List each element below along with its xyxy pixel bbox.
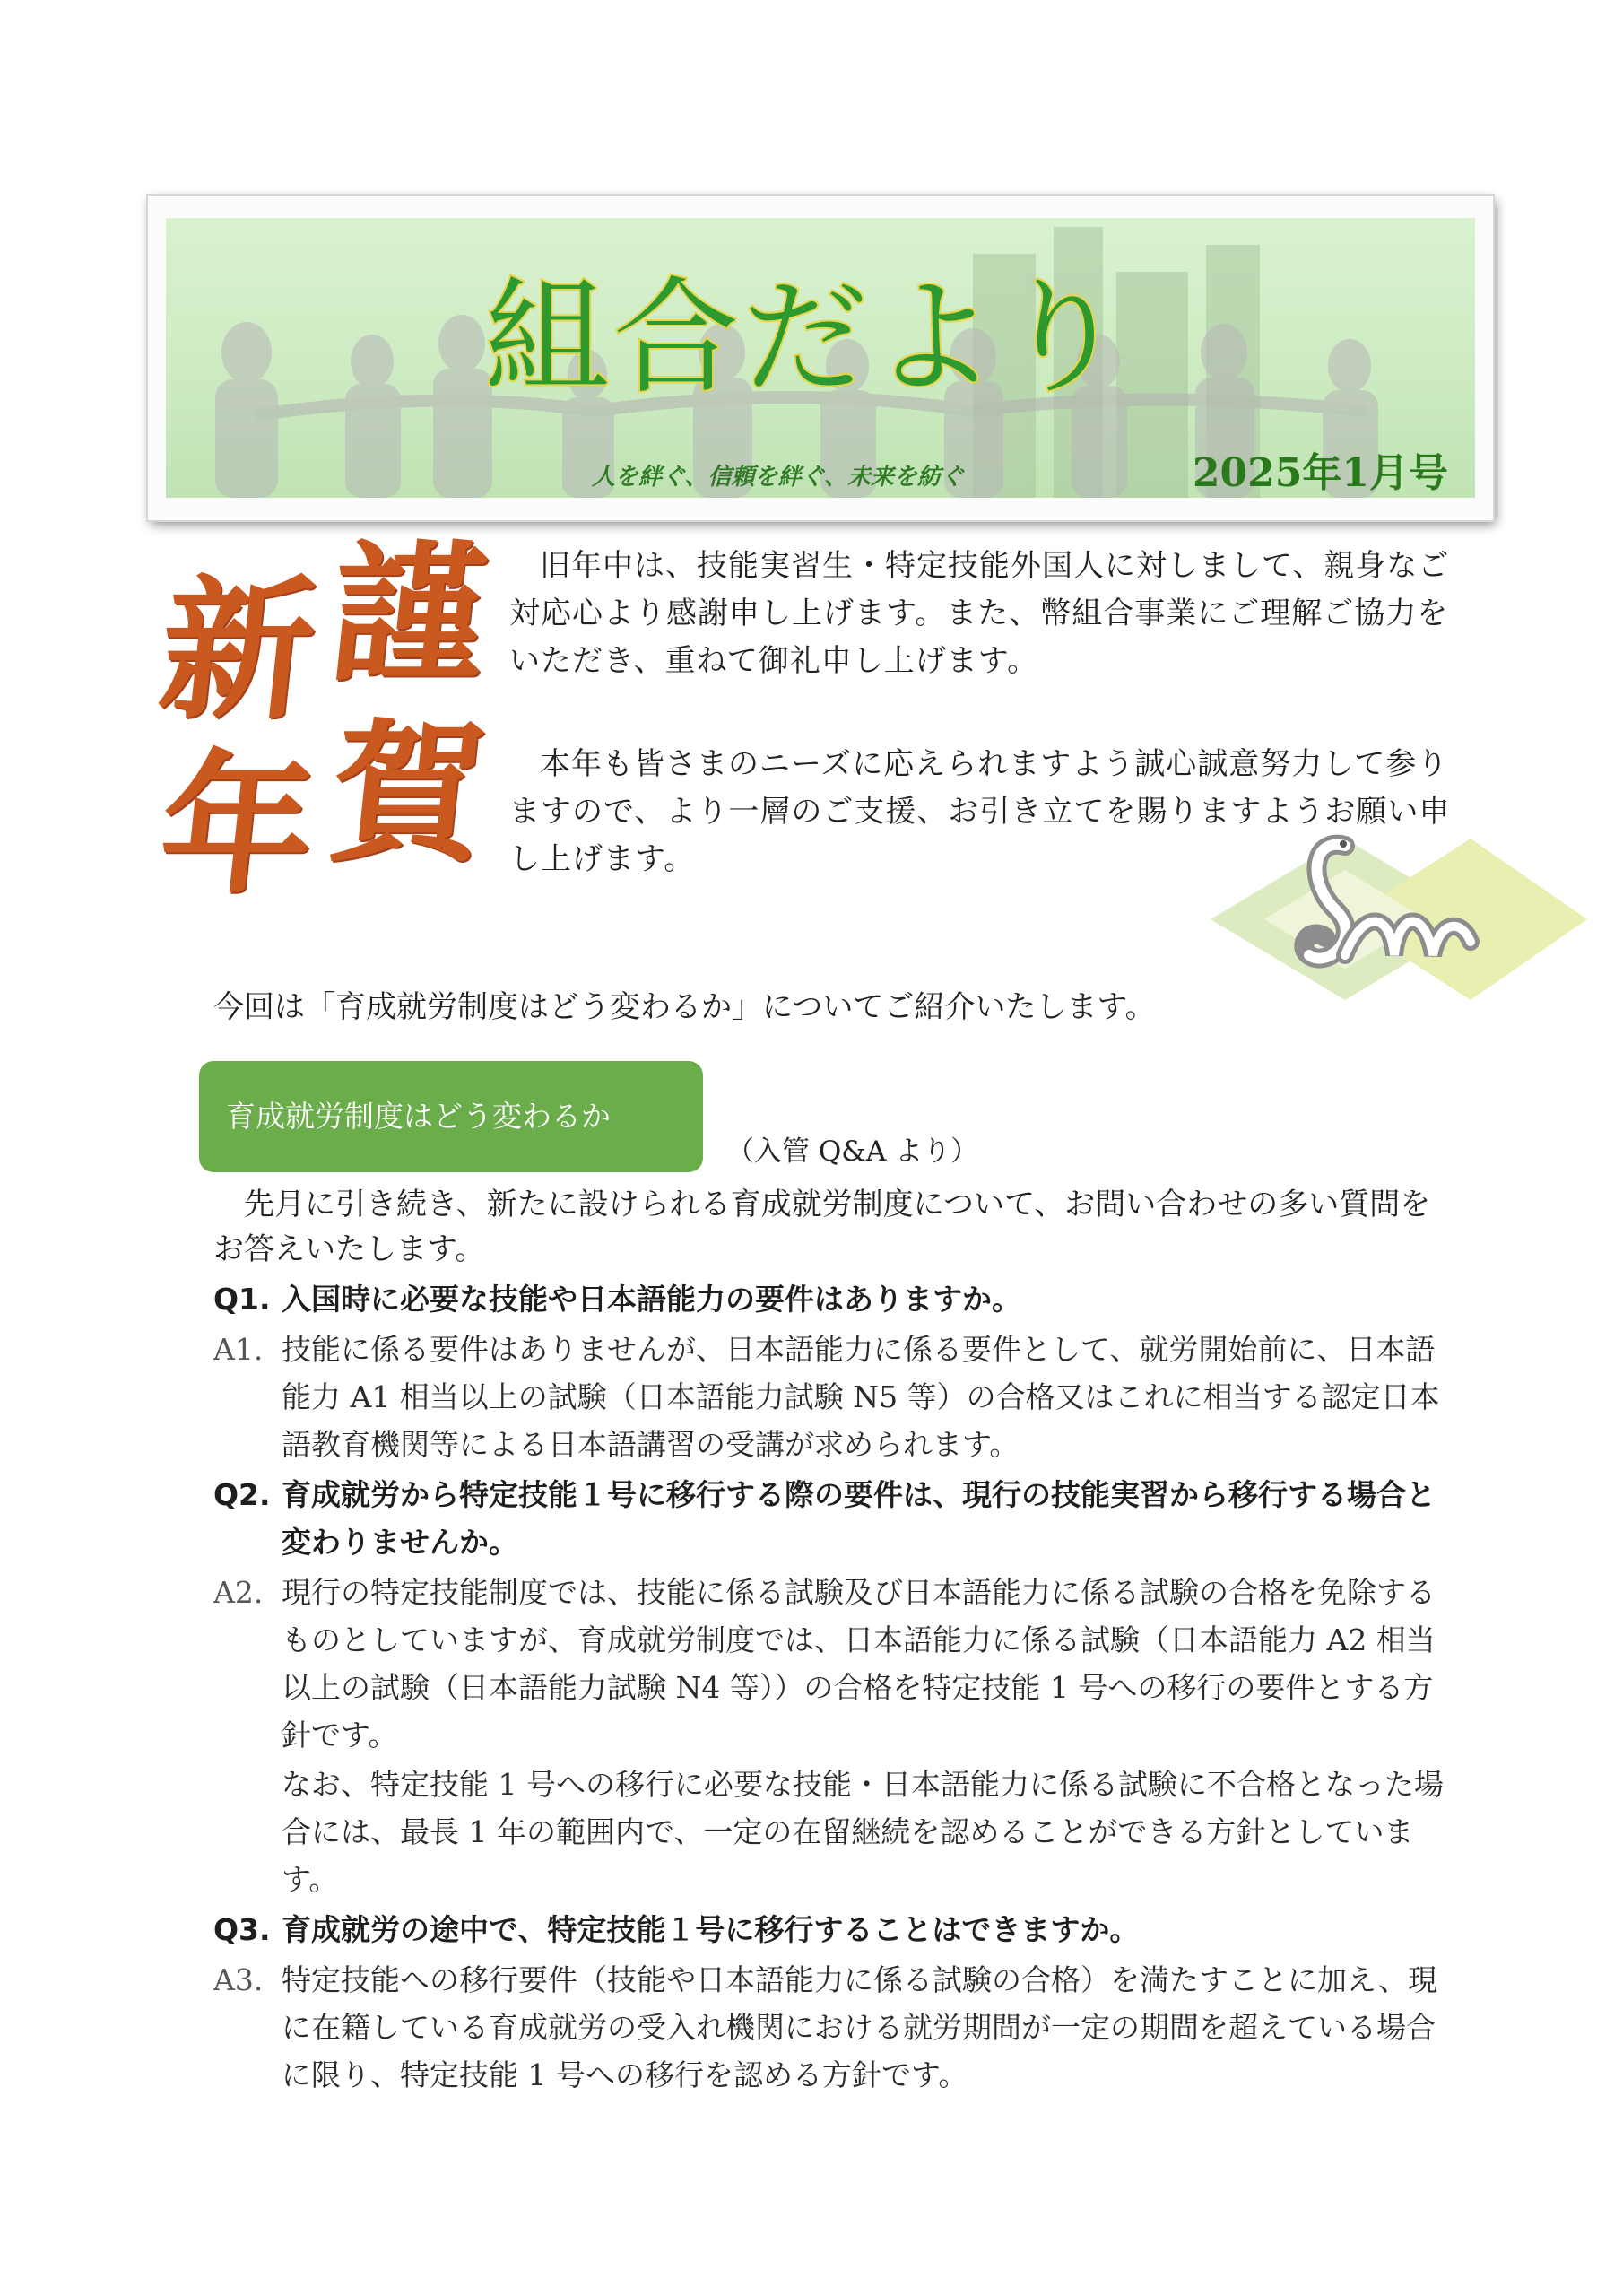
newsletter-banner [148,196,1493,520]
question [213,1471,1451,1566]
answer [213,1956,1451,2099]
source-note: （入管 Q&A より） [726,1135,979,1168]
question-text: 育成就労の途中で、特定技能１号に移行することはできますか。 [282,1912,1140,1947]
newsletter-tagline: 人を絆ぐ、信頼を絆ぐ、未来を紡ぐ [592,464,964,491]
section-heading: 育成就労制度はどう変わるか [199,1061,703,1172]
question-text: 入国時に必要な技能や日本語能力の要件はありますか。 [282,1282,1021,1317]
question-text: 育成就労から特定技能１号に移行する際の要件は、現行の技能実習から移行する場合と変わりませんか。 [282,1477,1436,1560]
greeting-paragraph: 本年も皆さまのニーズに応えられますよう誠心誠意努力して参りますので、より一層のご支援、お引き立てを賜りますようお願い申し上げます。 [509,746,1451,877]
answer-text: 技能に係る要件はありませんが、日本語能力に係る要件として、就労開始前に、日本語能力 A1 相当以上の試験（日本語能力試験 N5 等）の合格又はこれに相当する認定日本語教育機関等による日本語講習の受講が求められます。 [282,1332,1440,1462]
issue-date: 2025年1月号 [1192,450,1448,496]
calligraphy-char: 年 [152,735,324,915]
calligraphy-char: 新 [152,561,324,740]
new-year-calligraphy [152,525,494,915]
qa-list [213,1275,1451,2101]
newsletter-title: 組合だより [484,265,1131,412]
answer-number: A2. [213,1575,264,1610]
section-lead: 先月に引き続き、新たに設けられる育成就労制度について、お問い合わせの多い質問をお答えいたします。 [213,1187,1431,1267]
answer-note: なお、特定技能 1 号への移行に必要な技能・日本語能力に係る試験に不合格となった場合には、最長 1 年の範囲内で、一定の在留継続を認めることができる方針としています。 [282,1767,1444,1897]
greeting-paragraph: 旧年中は、技能実習生・特定技能外国人に対しまして、親身なご対応心より感謝申し上げます。また、幣組合事業にご理解ご協力をいただき、重ねて御礼申し上げます。 [509,548,1450,679]
banner-background [166,218,1475,498]
question-number: Q2. [213,1477,271,1512]
calligraphy-char: 謹 [322,525,494,704]
answer [213,1569,1451,1903]
question-number: Q1. [213,1282,271,1317]
answer-number: A3. [213,1962,264,1997]
snake-icon [1211,821,1587,1009]
intro-text: 今回は「育成就労制度はどう変わるか」についてご紹介いたします。 [213,989,1156,1025]
answer-text: 現行の特定技能制度では、技能に係る試験及び日本語能力に係る試験の合格を免除するものとしていますが、育成就労制度では、日本語能力に係る試験（日本語能力 A2 相当以上の試験（日本語能力試験 N4 等））の合格を特定技能 1 号への移行の要件とする方針です。 [282,1575,1436,1752]
question-number: Q3. [213,1912,271,1947]
answer-number: A1. [213,1332,264,1367]
answer-text: 特定技能への移行要件（技能や日本語能力に係る試験の合格）を満たすことに加え、現に在籍している育成就労の受入れ機関における就労期間が一定の期間を超えている場合に限り、特定技能 1 号への移行を認める方針です。 [282,1962,1437,2092]
question [213,1906,1451,1953]
answer [213,1326,1451,1468]
question [213,1275,1451,1323]
calligraphy-char: 賀 [322,704,494,883]
